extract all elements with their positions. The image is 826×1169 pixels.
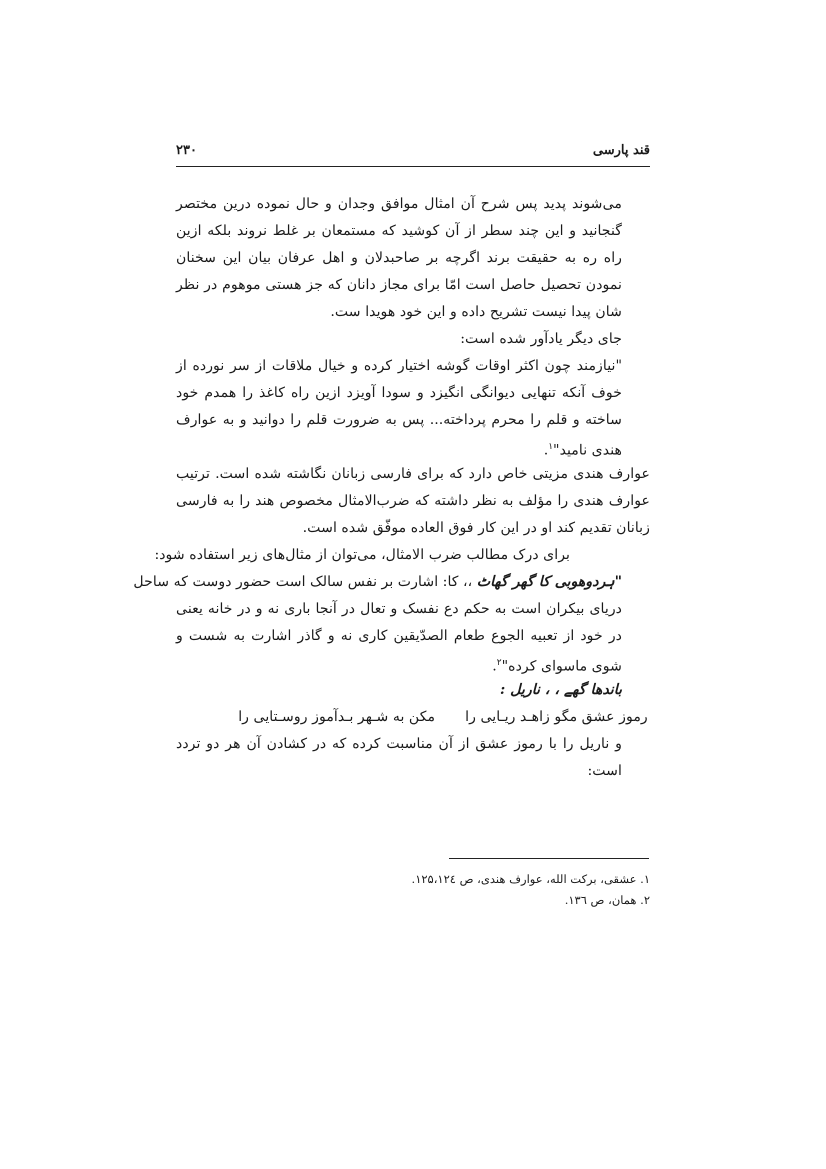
text-line: برای درک مطالب ضرب الامثال، می‌توان از مثال‌های زیر استفاده شود: [154, 547, 570, 563]
quote-text: شوی ماسوای کرده" [501, 658, 622, 675]
period: . [492, 658, 497, 675]
text-line: و ناریل را با رموز عشق از آن مناسبت کرده که در کشادن آن هر دو تردد [176, 736, 622, 752]
verse-line [176, 704, 650, 731]
quote-line: ساخته و قلم را محرم پرداخته... پس به ضرورت قلم را دوانید و به عوارف [176, 412, 622, 428]
running-header [176, 143, 650, 165]
text-line: عوارف هندی مزیتی خاص دارد که برای فارسی زبانان نگاشته شده است. ترتیب [176, 466, 650, 482]
footnotes [176, 869, 650, 911]
quote-line [176, 434, 650, 461]
header-rule [176, 166, 650, 167]
quote-line: دریای بیکران است به حکم دع نفسک و تعال در آنجا باری نه و در خانه یعنی [176, 601, 622, 617]
text-line: زبانان تقدیم کند او در این کار فوق العاده موفّق شده است. [302, 520, 650, 536]
text-line: راه ره به حقیقت برند اگرچه بر صاحبدلان و اهل عرفان بیان این سخنان [176, 250, 622, 266]
body-text [133, 191, 650, 785]
text-line: می‌شوند پدید پس شرح آن امثال موافق وجدان و حال نموده درین مختصر [176, 196, 622, 212]
journal-title: قند پارسی [592, 143, 650, 158]
text-line: شان پیدا نیست تشریح داده و این خود هویدا ست. [330, 304, 622, 320]
footnote: ۲. همان، ص ۱۳٦. [564, 893, 650, 907]
quote-line: خوف آنکه تنهایی دیوانگی انگیزد و سودا آویزد ازین راه کاغذ را همدم خود [176, 385, 622, 401]
footnote-marker: ۲ [496, 658, 502, 668]
footnote-marker: ۱ [548, 442, 554, 452]
quote-text: هندی نامید" [553, 442, 622, 459]
quote-text: ،، کا: اشارت بر نفس سالک است حضور دوست که ساحل [133, 574, 477, 590]
footnote-rule [449, 858, 649, 859]
text-line: گنجانید و این چند سطر از آن کوشید که مستمعان بر غلط نروند بلکه ازین [176, 223, 622, 239]
quote-line: "نیازمند چون اکثر اوقات گوشه اختیار کرده و خیال ملاقات از سر نورده از [176, 358, 622, 374]
hindi-heading: باندھا گھے ، ، ناریل : [500, 682, 622, 698]
footnote: ۱. عشقی، برکت الله، عوارف هندی، ص ۱۲۵،۱۲٤. [411, 872, 650, 886]
text-line: نمودن تحصیل حاصل است امّا برای مجاز دانان که جز هستی موهوم در نظر [176, 277, 622, 293]
verse-hemistich-right: رموز عشق مگو زاهـد ریـایی را [465, 709, 648, 725]
text-line: جای دیگر یادآور شده است: [460, 331, 622, 347]
quote-line: در خود از تعبیه الجوع طعام الصدّیقین کاری نه و گاذر اشارت به شست و [176, 628, 622, 644]
period: . [543, 442, 549, 459]
quote-line [176, 650, 650, 677]
hindi-proverb: "ہردوھوبی کا گھر گھاٹ [476, 574, 622, 590]
quote-line [133, 569, 650, 596]
page-number: ۲۳۰ [176, 143, 197, 158]
text-line: است: [587, 763, 622, 779]
text-line: عوارف هندی را مؤلف به نظر داشته که ضرب‌الامثال مخصوص هند را به فارسی [176, 493, 650, 509]
verse-hemistich-left: مکن به شـهر بـدآموز روسـتایی را [238, 709, 436, 725]
